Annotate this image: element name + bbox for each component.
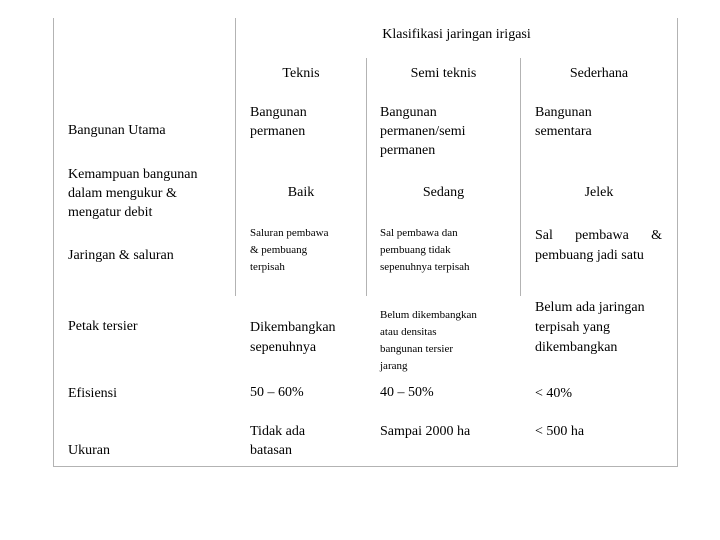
- cell-semi-teknis: jarang: [380, 360, 408, 372]
- cell-teknis: Baik: [287, 185, 315, 200]
- cell-semi-teknis: Sampai 2000 ha: [380, 424, 471, 439]
- row-label: Ukuran: [68, 443, 110, 458]
- column-divider-semi: [366, 58, 367, 296]
- cell-teknis: sepenuhnya: [250, 340, 317, 355]
- cell-semi-teknis: Sal pembawa dan: [380, 227, 458, 239]
- column-divider-sederhana: [520, 58, 521, 296]
- table-bottom-border: [53, 466, 678, 467]
- row-label: dalam mengukur &: [68, 186, 177, 201]
- cell-semi-teknis: Sedang: [422, 185, 465, 200]
- cell-semi-teknis: permanen/semi: [380, 124, 466, 139]
- cell-sederhana: sementara: [535, 124, 592, 139]
- column-header-sederhana: Sederhana: [569, 66, 629, 81]
- row-label: Bangunan Utama: [68, 123, 166, 138]
- cell-teknis: Tidak ada: [250, 424, 306, 439]
- cell-semi-teknis: Belum dikembangkan: [380, 309, 477, 321]
- cell-teknis: & pembuang: [250, 244, 308, 256]
- cell-sederhana: pembuang jadi satu: [535, 248, 644, 263]
- row-label: Jaringan & saluran: [68, 248, 174, 263]
- cell-teknis: 50 – 60%: [250, 385, 304, 400]
- cell-teknis: Saluran pembawa: [250, 227, 329, 239]
- cell-semi-teknis: Bangunan: [380, 105, 437, 120]
- cell-sederhana: dikembangkan: [535, 340, 618, 355]
- cell-sederhana: < 40%: [535, 386, 573, 401]
- row-label: Petak tersier: [68, 319, 138, 334]
- cell-semi-teknis: sepenuhnya terpisah: [380, 261, 470, 273]
- cell-sederhana: Belum ada jaringan: [535, 300, 645, 315]
- cell-teknis: terpisah: [250, 261, 285, 273]
- cell-semi-teknis: atau densitas: [380, 326, 437, 338]
- cell-semi-teknis: pembuang tidak: [380, 244, 451, 256]
- column-header-semi-teknis: Semi teknis: [410, 66, 477, 81]
- table-left-border: [53, 18, 54, 467]
- cell-teknis: batasan: [250, 443, 292, 458]
- column-header-teknis: Teknis: [282, 66, 320, 81]
- cell-teknis: Bangunan: [250, 105, 307, 120]
- row-label: Efisiensi: [68, 386, 117, 401]
- cell-semi-teknis: bangunan tersier: [380, 343, 453, 355]
- table-title: Klasifikasi jaringan irigasi: [382, 27, 531, 42]
- cell-sederhana: Sal pembawa &: [535, 228, 662, 243]
- row-label: mengatur debit: [68, 205, 153, 220]
- cell-sederhana: < 500 ha: [535, 424, 585, 439]
- cell-semi-teknis: permanen: [380, 143, 436, 158]
- cell-teknis: permanen: [250, 124, 306, 139]
- cell-sederhana: Jelek: [584, 185, 614, 200]
- cell-teknis: Dikembangkan: [250, 320, 336, 335]
- table-right-border: [677, 18, 678, 467]
- column-divider-label: [235, 18, 236, 296]
- cell-sederhana: Bangunan: [535, 105, 592, 120]
- cell-semi-teknis: 40 – 50%: [380, 385, 434, 400]
- cell-sederhana: terpisah yang: [535, 320, 611, 335]
- row-label: Kemampuan bangunan: [68, 167, 198, 182]
